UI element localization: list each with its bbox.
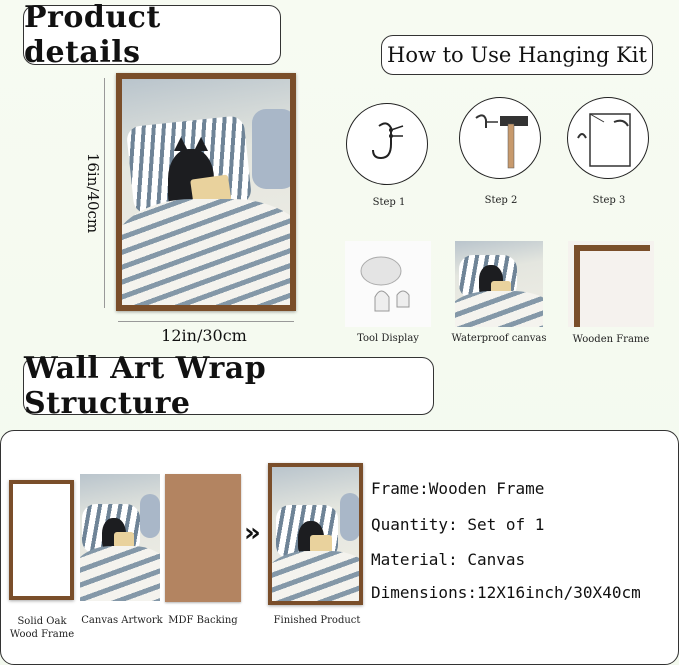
wrap-structure-heading	[23, 351, 434, 421]
spec-frame: Frame:Wooden Frame	[371, 479, 545, 498]
mdf-backing	[165, 474, 241, 602]
product-details-heading	[23, 0, 281, 70]
hanging-kit-title: How to Use Hanging Kit	[387, 43, 647, 67]
finished-product-label: Finished Product	[273, 615, 361, 626]
width-dimension-label: 12in/30cm	[161, 326, 247, 345]
finished-product	[268, 463, 363, 605]
canvas-artwork-label: Canvas Artwork	[81, 615, 163, 626]
arrow-icon: »	[244, 518, 261, 548]
step-2-circle	[459, 97, 541, 179]
step-2-label: Step 2	[484, 195, 518, 206]
spec-material: Material: Canvas	[371, 550, 526, 569]
artwork-image	[122, 79, 290, 305]
step-3-label: Step 3	[592, 195, 626, 206]
step-1-label: Step 1	[372, 197, 406, 208]
wooden-frame-label: Wooden Frame	[572, 334, 650, 345]
canvas-artwork	[80, 474, 160, 601]
step-3-circle	[567, 97, 649, 179]
waterproof-canvas-photo	[455, 241, 543, 327]
mdf-backing-label: MDF Backing	[168, 615, 238, 626]
spec-quantity: Quantity: Set of 1	[371, 515, 545, 534]
hanging-kit-heading	[381, 35, 653, 75]
hammer-icon	[460, 98, 540, 178]
tool-display-photo	[345, 241, 431, 327]
height-dimension-line	[104, 78, 105, 308]
frame-on-wall-icon	[568, 98, 648, 178]
oak-wood-frame	[9, 480, 74, 600]
product-details-title: Product details	[24, 0, 161, 70]
height-dimension-label: 16in/40cm	[84, 152, 102, 234]
tool-display-label: Tool Display	[357, 333, 419, 344]
wooden-frame-photo	[568, 241, 654, 327]
main-framed-artwork	[116, 73, 296, 311]
oak-frame-label: Solid Oak Wood Frame	[9, 616, 75, 640]
spec-dimensions: Dimensions:12X16inch/30X40cm	[371, 583, 641, 602]
wrap-structure-title: Wall Art Wrap Structure	[24, 351, 267, 421]
wall-hook-icon	[347, 104, 427, 184]
width-dimension-line	[118, 321, 294, 322]
step-1-circle	[346, 103, 428, 185]
waterproof-canvas-label: Waterproof canvas	[451, 333, 547, 344]
